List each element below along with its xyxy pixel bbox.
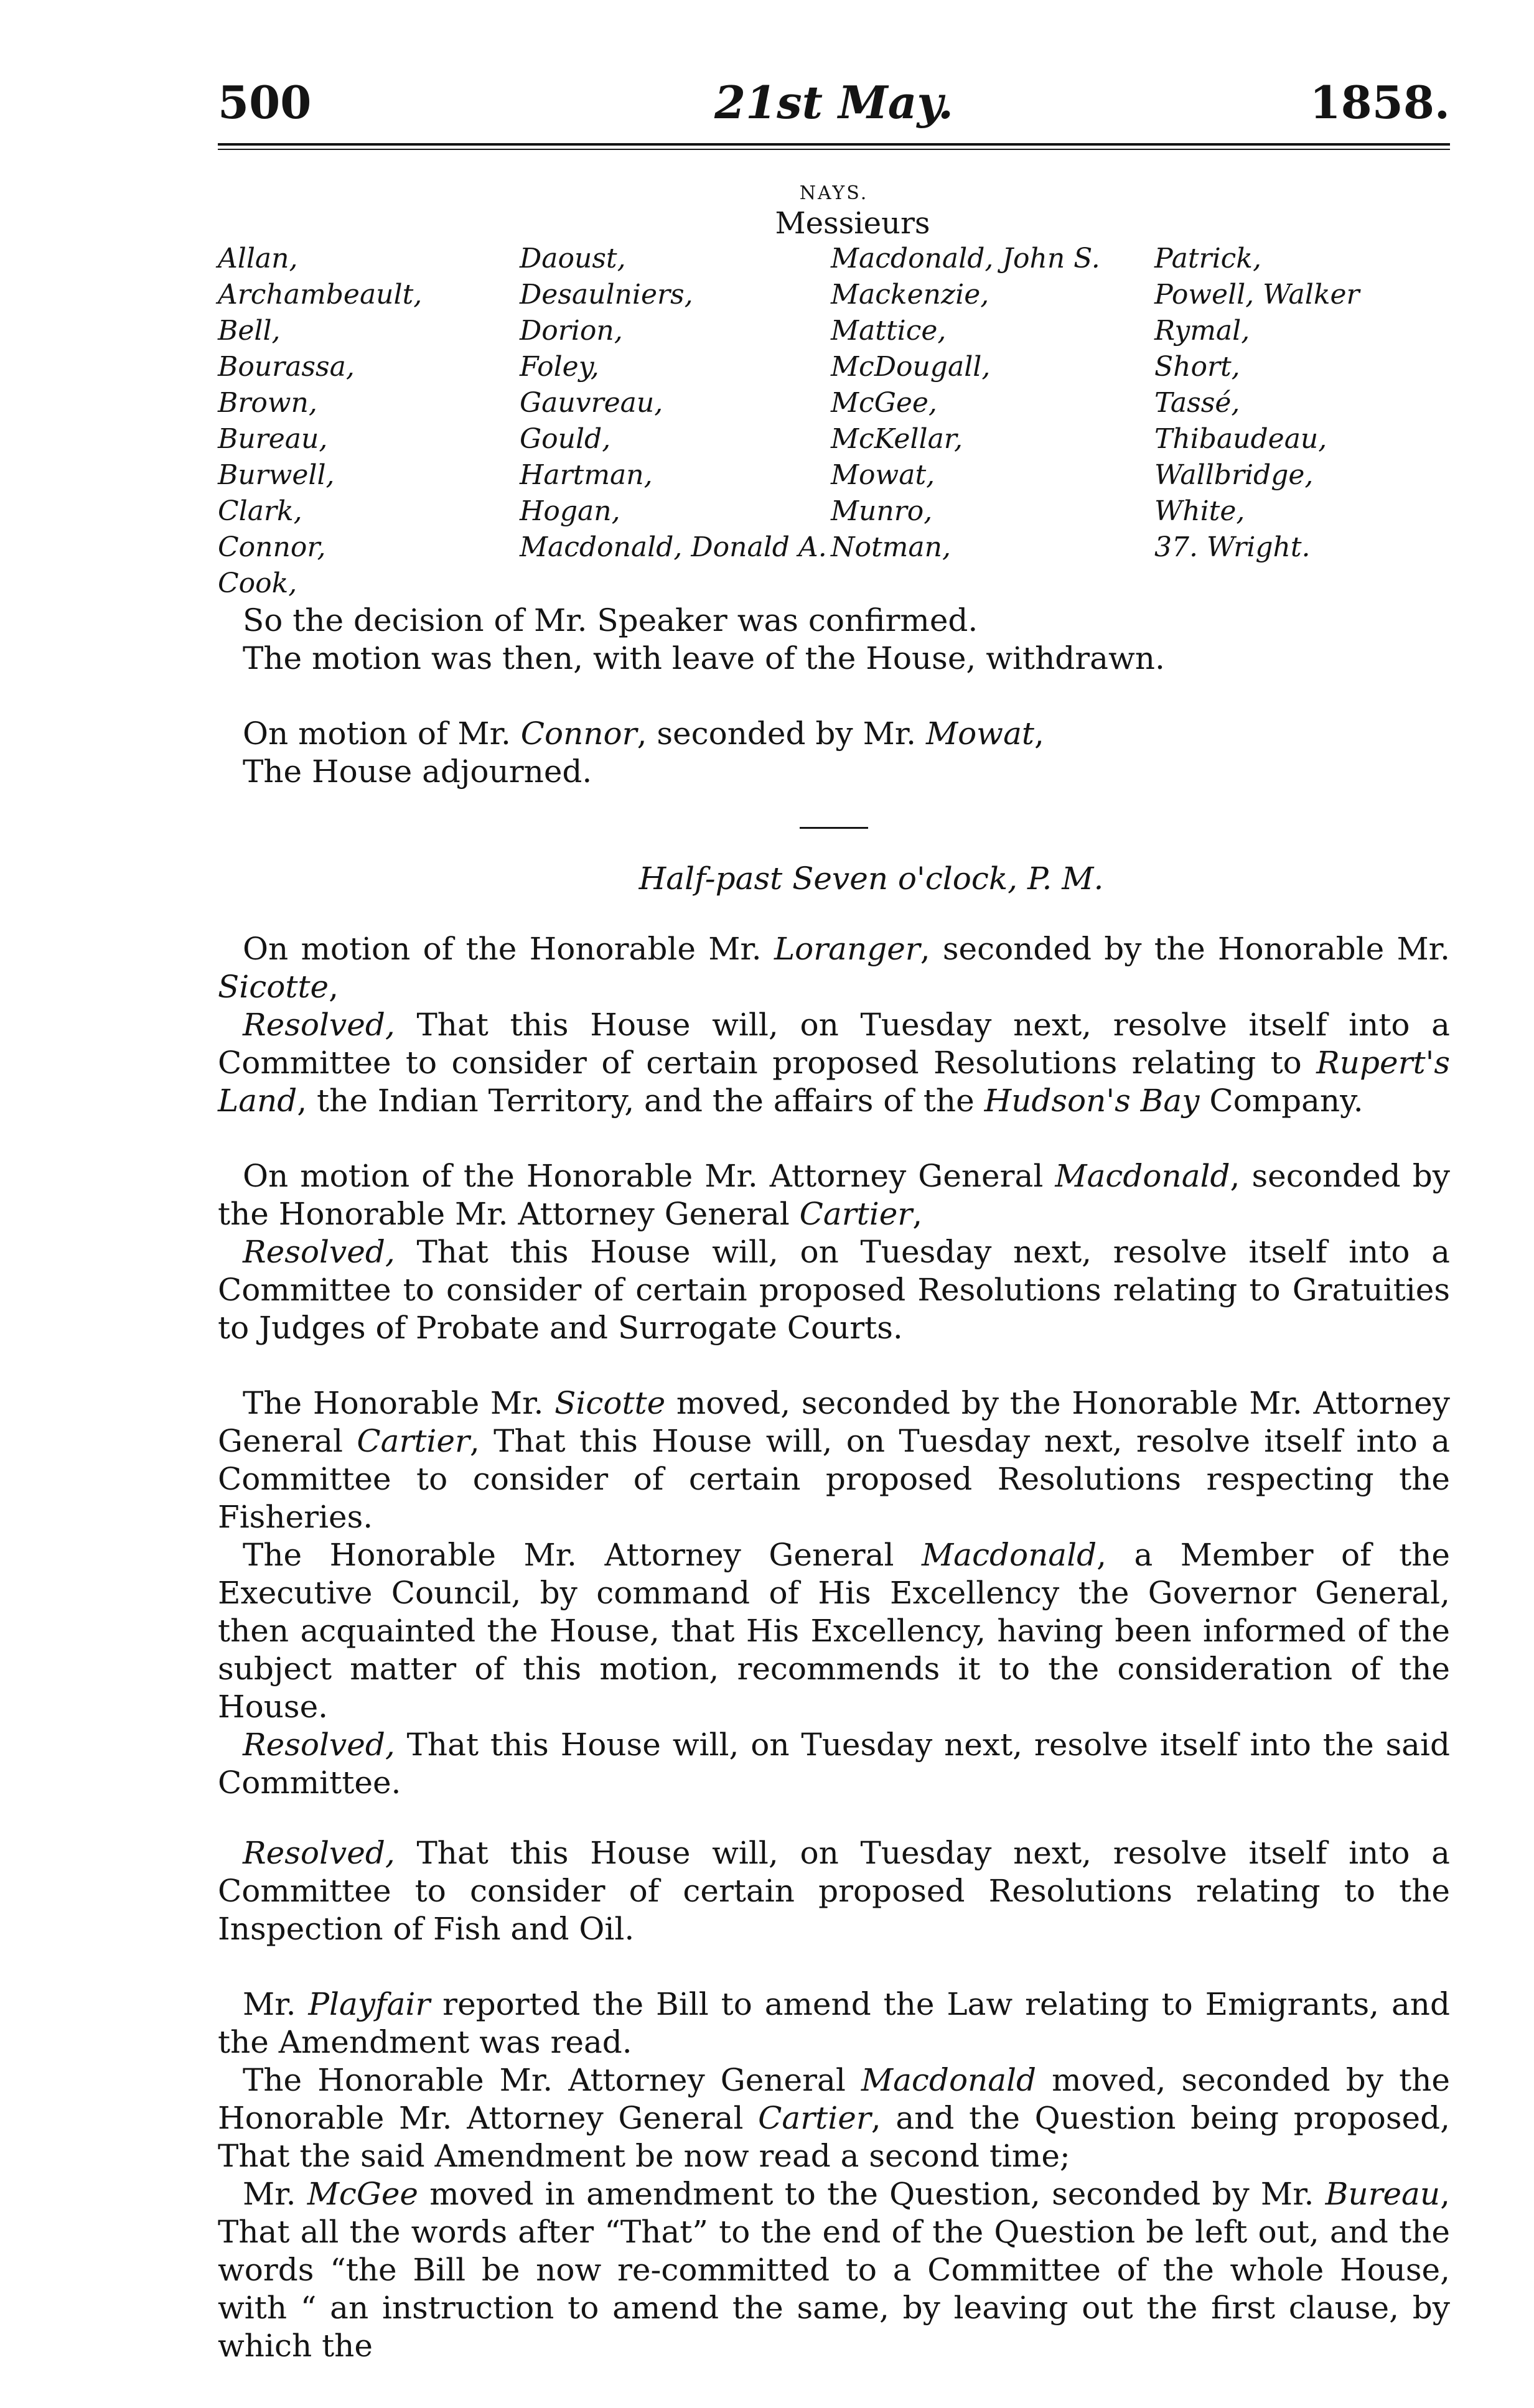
member-name: Notman, xyxy=(831,531,951,563)
adjourn-line: The House adjourned. xyxy=(243,754,592,790)
member-name: Patrick, xyxy=(1154,243,1261,274)
member-name: Brown, xyxy=(218,387,317,419)
page-header xyxy=(218,75,1450,143)
nays-heading: NAYS. xyxy=(799,182,869,204)
member-name: Powell, Walker xyxy=(1154,279,1360,310)
para5-amendment: Mr. McGee moved in amendment to the Question, seconded by Mr. Bureau, That all the words after “That” to the end of the Question be left out, and the words “the Bill be now re-committed to a Committee of the whole House, with “ an instruction to amend the same, by leaving out the first clause, by which the xyxy=(218,2176,1450,2364)
member-name: McKellar, xyxy=(831,423,963,455)
member-name: Bourassa, xyxy=(218,351,355,383)
member-name: Daoust, xyxy=(520,243,626,274)
member-name: 37. Wright. xyxy=(1154,531,1311,563)
page-year: 1858. xyxy=(1309,76,1450,129)
para3-executive: The Honorable Mr. Attorney General Macdonald, a Member of the Executive Council, by command of His Excellency the Governor General, then acquainted the House, that His Excellency, having been informed of the subject matter of this motion, recommends it to the consideration of the House. xyxy=(218,1537,1450,1725)
header-rule xyxy=(218,143,1450,150)
para5-report: Mr. Playfair reported the Bill to amend the Law relating to Emigrants, and the Amendment was read. xyxy=(218,1986,1450,2060)
para2-motion: On motion of the Honorable Mr. Attorney General Macdonald, seconded by the Honorable Mr. Attorney General Cartier, xyxy=(218,1158,1450,1232)
page-date: 21st May. xyxy=(714,76,954,129)
seconder-name: Mowat xyxy=(925,716,1034,752)
member-name: Dorion, xyxy=(520,315,623,347)
para2-resolved: Resolved, That this House will, on Tuesday next, resolve itself into a Committee to consider of certain proposed Resolutions relating to Gratuities to Judges of Probate and Surrogate Courts. xyxy=(218,1234,1450,1346)
messieurs-heading: Messieurs xyxy=(775,206,930,241)
member-name: Allan, xyxy=(218,243,298,274)
nays-column-4 xyxy=(1154,241,1450,602)
member-name: Bell, xyxy=(218,315,281,347)
member-name: Clark, xyxy=(218,495,302,527)
member-name: Macdonald, Donald A. xyxy=(520,531,827,563)
member-name: Gauvreau, xyxy=(520,387,663,419)
para5-motion: The Honorable Mr. Attorney General Macdonald moved, seconded by the Honorable Mr. Attorney General Cartier, and the Question being proposed, That the said Amendment be now read a second time; xyxy=(218,2062,1450,2174)
member-name: McGee, xyxy=(831,387,937,419)
member-name: Burwell, xyxy=(218,459,335,491)
member-name: Mackenzie, xyxy=(831,279,989,310)
nays-list xyxy=(218,241,1450,602)
para3-resolved: Resolved, That this House will, on Tuesday next, resolve itself into the said Committee. xyxy=(218,1727,1450,1801)
page-number: 500 xyxy=(218,76,312,129)
member-name: Wallbridge, xyxy=(1154,459,1314,491)
member-name: Macdonald, John S. xyxy=(831,243,1100,274)
member-name: Bureau, xyxy=(218,423,328,455)
para1-resolved: Resolved, That this House will, on Tuesday next, resolve itself into a Committee to consider of certain proposed Resolutions relating to Rupert's Land, the Indian Territory, and the affairs of the Hudson's Bay Company. xyxy=(218,1007,1450,1119)
withdrawn-line: The motion was then, with leave of the House, withdrawn. xyxy=(243,640,1165,676)
member-name: Foley, xyxy=(520,351,599,383)
member-name: Rymal, xyxy=(1154,315,1250,347)
member-name: Mowat, xyxy=(831,459,935,491)
member-name: Connor, xyxy=(218,531,326,563)
member-name: Tassé, xyxy=(1154,387,1240,419)
member-name: Munro, xyxy=(831,495,933,527)
member-name: Hogan, xyxy=(520,495,620,527)
nays-column-2 xyxy=(520,241,831,602)
member-name: White, xyxy=(1154,495,1245,527)
section-separator xyxy=(800,827,868,829)
nays-column-3 xyxy=(831,241,1154,602)
member-name: Cook, xyxy=(218,567,297,599)
para1-motion: On motion of the Honorable Mr. Loranger, seconded by the Honorable Mr. Sicotte, xyxy=(218,931,1450,1005)
member-name: McDougall, xyxy=(831,351,991,383)
nays-column-1 xyxy=(218,241,520,602)
member-name: Thibaudeau, xyxy=(1154,423,1327,455)
para3-motion: The Honorable Mr. Sicotte moved, seconded by the Honorable Mr. Attorney General Cartier, That this House will, on Tuesday next, resolve itself into a Committee to consider of certain proposed Resolutions respecting the Fisheries. xyxy=(218,1385,1451,1535)
mover-name: Connor xyxy=(520,716,637,752)
member-name: Gould, xyxy=(520,423,611,455)
evening-heading: Half-past Seven o'clock, P. M. xyxy=(638,861,1104,897)
decision-line: So the decision of Mr. Speaker was confirmed. xyxy=(243,602,978,638)
member-name: Mattice, xyxy=(831,315,947,347)
adjourn-motion: On motion of Mr. Connor, seconded by Mr. Mowat, xyxy=(243,716,1044,752)
member-name: Hartman, xyxy=(520,459,653,491)
page xyxy=(218,75,1450,2365)
member-name: Short, xyxy=(1154,351,1240,383)
para4-resolved: Resolved, That this House will, on Tuesday next, resolve itself into a Committee to consider of certain proposed Resolutions relating to the Inspection of Fish and Oil. xyxy=(218,1835,1450,1947)
member-name: Desaulniers, xyxy=(520,279,693,310)
member-name: Archambeault, xyxy=(218,279,423,310)
